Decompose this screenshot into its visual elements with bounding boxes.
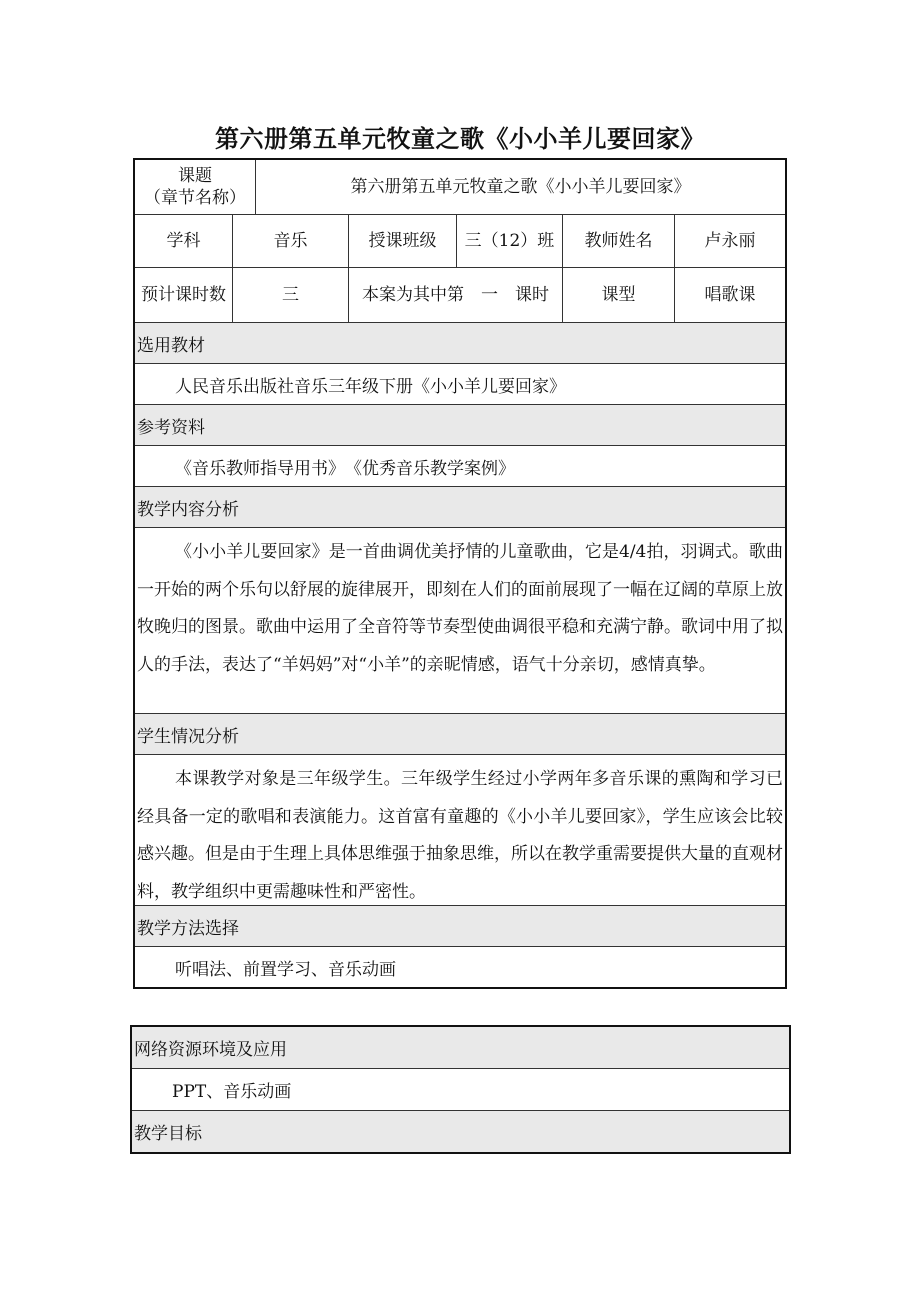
goal-header: 教学目标 <box>134 1124 202 1144</box>
content-row <box>135 528 785 714</box>
student-header-row <box>135 714 785 755</box>
lesson-plan-table <box>133 158 787 989</box>
method-header: 教学方法选择 <box>137 918 239 939</box>
method-value: 听唱法、前置学习、音乐动画 <box>175 959 396 980</box>
reference-header-row <box>135 405 785 446</box>
hours-row <box>135 268 785 323</box>
class-label: 授课班级 <box>349 215 457 267</box>
topic-label-line1: 课题 <box>178 166 212 186</box>
type-value: 唱歌课 <box>704 285 756 305</box>
content-analysis-text: 《小小羊儿要回家》是一首曲调优美抒情的儿童歌曲，它是4/4拍，羽调式。歌曲一开始的两个乐句以舒展的旋律展开，即刻在人们的面前展现了一幅在辽阔的草原上放牧晚归的图景。歌曲中运用了全音符等节奏型使曲调很平稳和充满宁静。歌词中用了拟人的手法，表达了“羊妈妈”对“小羊”的亲昵情感，语气十分亲切，感情真挚。 <box>137 542 783 675</box>
teacher-label: 教师姓名 <box>563 215 675 267</box>
network-header-row <box>132 1027 789 1069</box>
content-header: 教学内容分析 <box>137 499 239 520</box>
hours-label: 预计课时数 <box>135 268 233 322</box>
textbook-value: 人民音乐出版社音乐三年级下册《小小羊儿要回家》 <box>175 376 566 397</box>
textbook-row <box>135 364 785 405</box>
method-row <box>135 947 785 987</box>
network-row <box>132 1069 789 1111</box>
reference-row <box>135 446 785 487</box>
topic-value: 第六册第五单元牧童之歌《小小羊儿要回家》 <box>350 177 691 197</box>
lesson-number: 本案为其中第 一 课时 <box>349 268 563 322</box>
method-header-row <box>135 906 785 947</box>
document-title: 第六册第五单元牧童之歌《小小羊儿要回家》 <box>215 124 705 153</box>
content-header-row <box>135 487 785 528</box>
network-value: PPT、音乐动画 <box>172 1082 292 1102</box>
topic-label <box>135 160 256 214</box>
reference-header: 参考资料 <box>137 417 205 438</box>
goal-header-row <box>132 1111 789 1152</box>
type-label: 课型 <box>563 268 675 322</box>
hours-value: 三 <box>233 268 349 322</box>
subject-value: 音乐 <box>233 215 349 267</box>
network-header: 网络资源环境及应用 <box>134 1040 287 1060</box>
textbook-header: 选用教材 <box>137 335 205 356</box>
student-header: 学生情况分析 <box>137 726 239 747</box>
teacher-value: 卢永丽 <box>704 231 756 251</box>
student-analysis-text: 本课教学对象是三年级学生。三年级学生经过小学两年多音乐课的熏陶和学习已经具备一定的歌唱和表演能力。这首富有童趣的《小小羊儿要回家》，学生应该会比较感兴趣。但是由于生理上具体思维强于抽象思维，所以在教学重需要提供大量的直观材料，教学组织中更需趣味性和严密性。 <box>137 769 783 902</box>
textbook-header-row <box>135 323 785 364</box>
class-value: 三（12）班 <box>457 215 563 267</box>
subject-row <box>135 215 785 268</box>
subject-label: 学科 <box>135 215 233 267</box>
topic-label-line2: （章节名称） <box>144 188 246 208</box>
student-row <box>135 755 785 906</box>
resources-table <box>130 1025 791 1154</box>
topic-row <box>135 160 785 215</box>
reference-value: 《音乐教师指导用书》 《优秀音乐教学案例》 <box>175 458 515 479</box>
